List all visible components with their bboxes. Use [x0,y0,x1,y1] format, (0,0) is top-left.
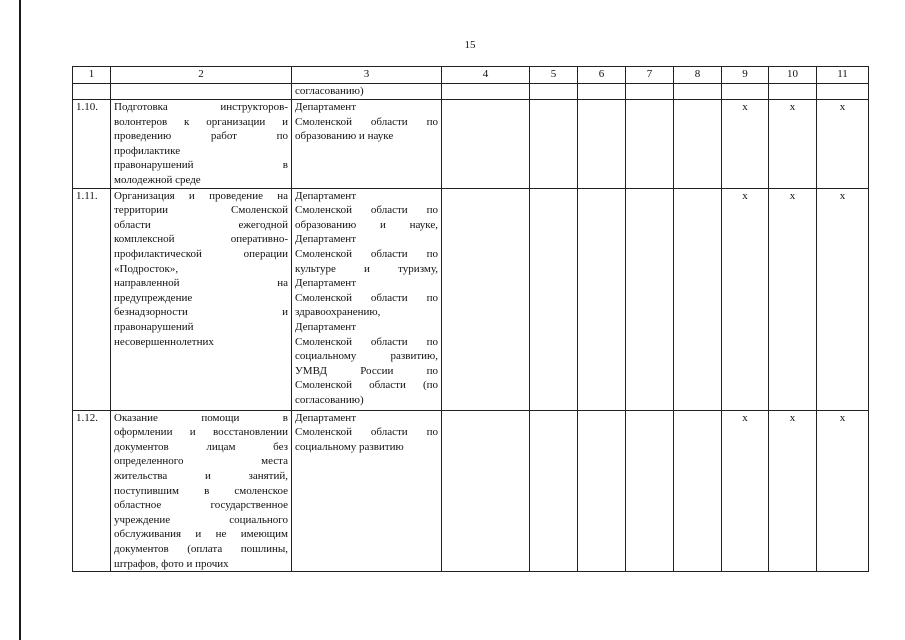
measure-description [111,410,292,572]
description-line: направленной на [114,277,288,290]
mark-cell: х [769,100,817,189]
column-number: 10 [769,67,817,84]
table-cell [626,100,674,189]
table-cell [578,84,626,100]
description-line: документов лицам без [114,440,288,453]
page-number: 15 [464,39,476,51]
table-cell [626,84,674,100]
continuation-row [73,84,869,100]
table-cell [674,188,722,410]
description-line: молодежной среде [114,173,201,186]
description-line: волонтеров к организации и [114,115,288,128]
table-cell [674,100,722,189]
table-cell [626,410,674,572]
column-number: 5 [530,67,578,84]
executor-line: УМВД России по [295,364,438,377]
table-cell [530,84,578,100]
column-number: 7 [626,67,674,84]
measures-table [72,66,869,572]
executor-description [292,410,442,572]
executor-line: Департамент [295,277,357,290]
table-cell [674,410,722,572]
executor-line: Смоленской области по [295,426,438,439]
description-line: областное государственное [114,499,288,512]
executor-line: Департамент [295,101,357,113]
executor-line: Смоленской области по [295,247,438,260]
item-number: 1.11. [73,188,111,410]
executor-line: здравоохранению, [295,306,381,319]
description-line: профилактической операции [114,247,288,260]
executor-line: Смоленской области по [295,335,438,348]
column-number-row [73,67,869,84]
table-cell [769,84,817,100]
table-cell [530,188,578,410]
mark-cell: х [769,188,817,410]
executor-line: Смоленской области (по [295,379,438,392]
description-line: «Подросток», [114,262,179,275]
measure-description [111,188,292,410]
table-cell [530,410,578,572]
mark-cell: х [817,410,869,572]
executor-line: Департамент [295,411,357,424]
executor-line: культуре и туризму, [295,262,438,275]
measure-description [111,100,292,189]
table-cell [578,410,626,572]
table-cell [817,84,869,100]
column-number: 11 [817,67,869,84]
item-number: 1.12. [73,410,111,572]
executor-line: образованию и науке, [295,218,438,231]
executor-line: образованию и науке [295,130,394,143]
description-line: комплексной оперативно- [114,233,288,246]
executor-description [292,188,442,410]
executor-line: социальному развитию [295,440,404,453]
table-cell [111,84,292,100]
executor-line: Смоленской области по [295,291,438,304]
mark-cell: х [722,410,769,572]
mark-cell: х [722,188,769,410]
description-line: Подготовка инструкторов- [114,101,288,113]
table-cell [442,84,530,100]
column-number: 2 [111,67,292,84]
description-line: определенного места [114,455,288,468]
description-line: документов (оплата пошлины, [114,542,288,555]
table-row [73,410,869,572]
description-line: предупреждение [114,291,193,304]
table-cell [722,84,769,100]
description-line: правонарушений [114,320,194,333]
mark-cell: х [817,100,869,189]
table-cell [674,84,722,100]
table-cell [578,188,626,410]
table-row [73,100,869,189]
table-row [73,188,869,410]
description-line: несовершеннолетних [114,335,214,348]
column-number: 3 [292,67,442,84]
mark-cell: х [722,100,769,189]
executor-line: Смоленской области по [295,115,438,128]
executor-line: Департамент [295,320,357,333]
description-line: оформлении и восстановлении [114,426,288,439]
description-line: учреждение социального [114,513,288,526]
table-cell [578,100,626,189]
column-number: 9 [722,67,769,84]
executor-line: Департамент [295,189,357,202]
description-line: области ежегодной [114,218,288,231]
table-cell [442,100,530,189]
description-line: обслуживания и не имеющим [114,528,288,541]
mark-cell: х [817,188,869,410]
description-line: Организация и проведение на [114,189,288,202]
executor-line: Смоленской области по [295,204,438,217]
description-line: жительства и занятий, [114,469,288,482]
column-number: 1 [73,67,111,84]
table-cell [530,100,578,189]
column-number: 8 [674,67,722,84]
continuation-text: согласованию) [292,84,442,100]
binding-margin-line [19,0,21,640]
description-line: поступившим в смоленское [114,484,288,497]
column-number: 6 [578,67,626,84]
executor-line: социальному развитию, [295,350,438,363]
description-line: профилактике [114,144,181,157]
table-cell [442,410,530,572]
description-line: территории Смоленской [114,204,288,217]
executor-line: Департамент [295,233,357,246]
description-line: проведению работ по [114,130,288,143]
table-cell [442,188,530,410]
executor-description [292,100,442,189]
column-number: 4 [442,67,530,84]
description-line: безнадзорности и [114,306,288,319]
executor-line: согласованию) [295,393,364,406]
table-cell [626,188,674,410]
mark-cell: х [769,410,817,572]
description-line: Оказание помощи в [114,411,288,424]
description-line: штрафов, фото и прочих [114,557,229,570]
item-number: 1.10. [73,100,111,189]
table-cell [73,84,111,100]
description-line: правонарушений в [114,159,288,172]
